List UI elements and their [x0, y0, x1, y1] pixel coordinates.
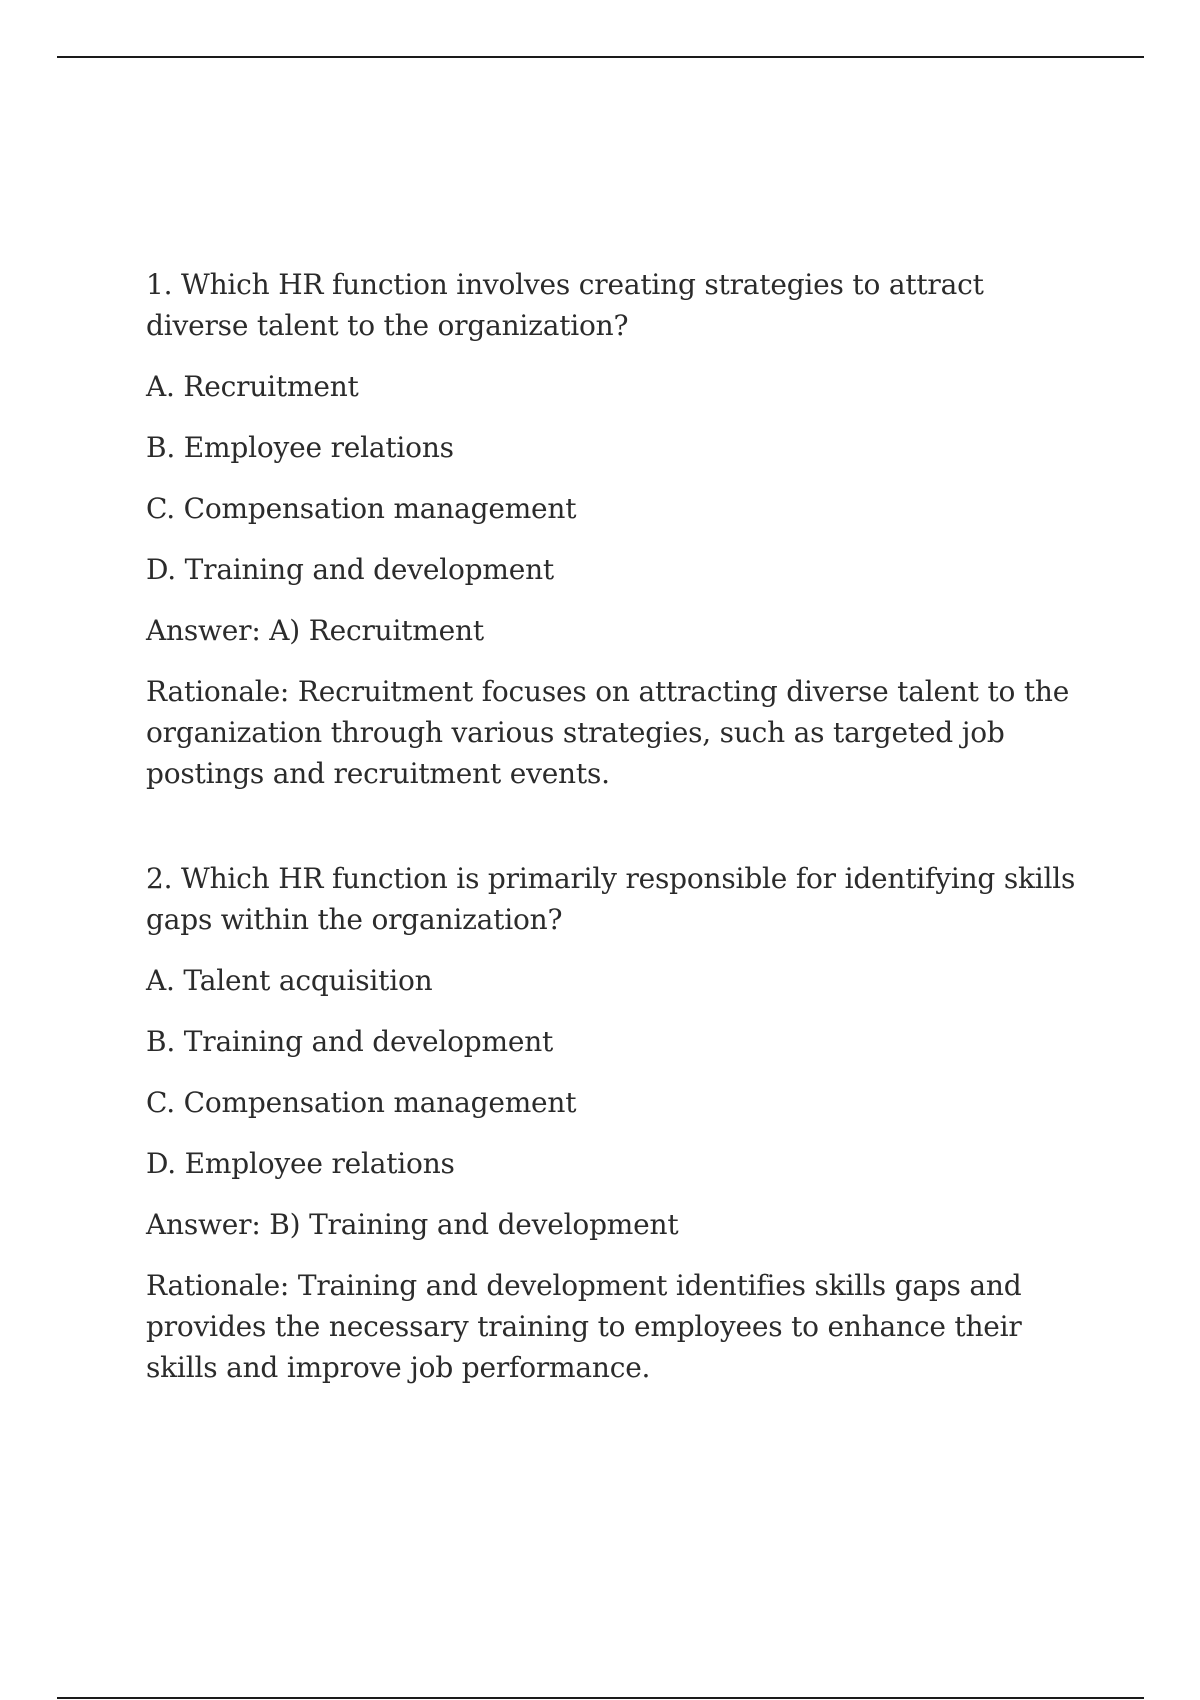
question-text: 2. Which HR function is primarily responsible for identifying skills gaps within the organization?	[146, 862, 1076, 936]
option-a: A. Talent acquisition	[146, 964, 433, 997]
rationale-text: Rationale: Recruitment focuses on attracting diverse talent to the organization through various strategies, such as targeted job postings and recruitment events.	[146, 675, 1070, 790]
answer-text: Answer: A) Recruitment	[146, 614, 484, 647]
rationale-text: Rationale: Training and development identifies skills gaps and provides the necessary training to employees to enhance their skills and improve job performance.	[146, 1269, 1022, 1384]
bottom-divider	[57, 1697, 1144, 1699]
option-b: B. Training and development	[146, 1025, 554, 1058]
question-block-2	[146, 858, 1091, 1388]
top-divider	[57, 56, 1144, 58]
answer-text: Answer: B) Training and development	[146, 1208, 679, 1241]
option-c: C. Compensation management	[146, 1086, 577, 1119]
option-a: A. Recruitment	[146, 370, 359, 403]
page-content	[146, 264, 1091, 1388]
question-block-1	[146, 264, 1091, 794]
option-c: C. Compensation management	[146, 492, 577, 525]
option-d: D. Employee relations	[146, 1147, 455, 1180]
question-text: 1. Which HR function involves creating strategies to attract diverse talent to the organization?	[146, 268, 984, 342]
option-b: B. Employee relations	[146, 431, 454, 464]
option-d: D. Training and development	[146, 553, 554, 586]
